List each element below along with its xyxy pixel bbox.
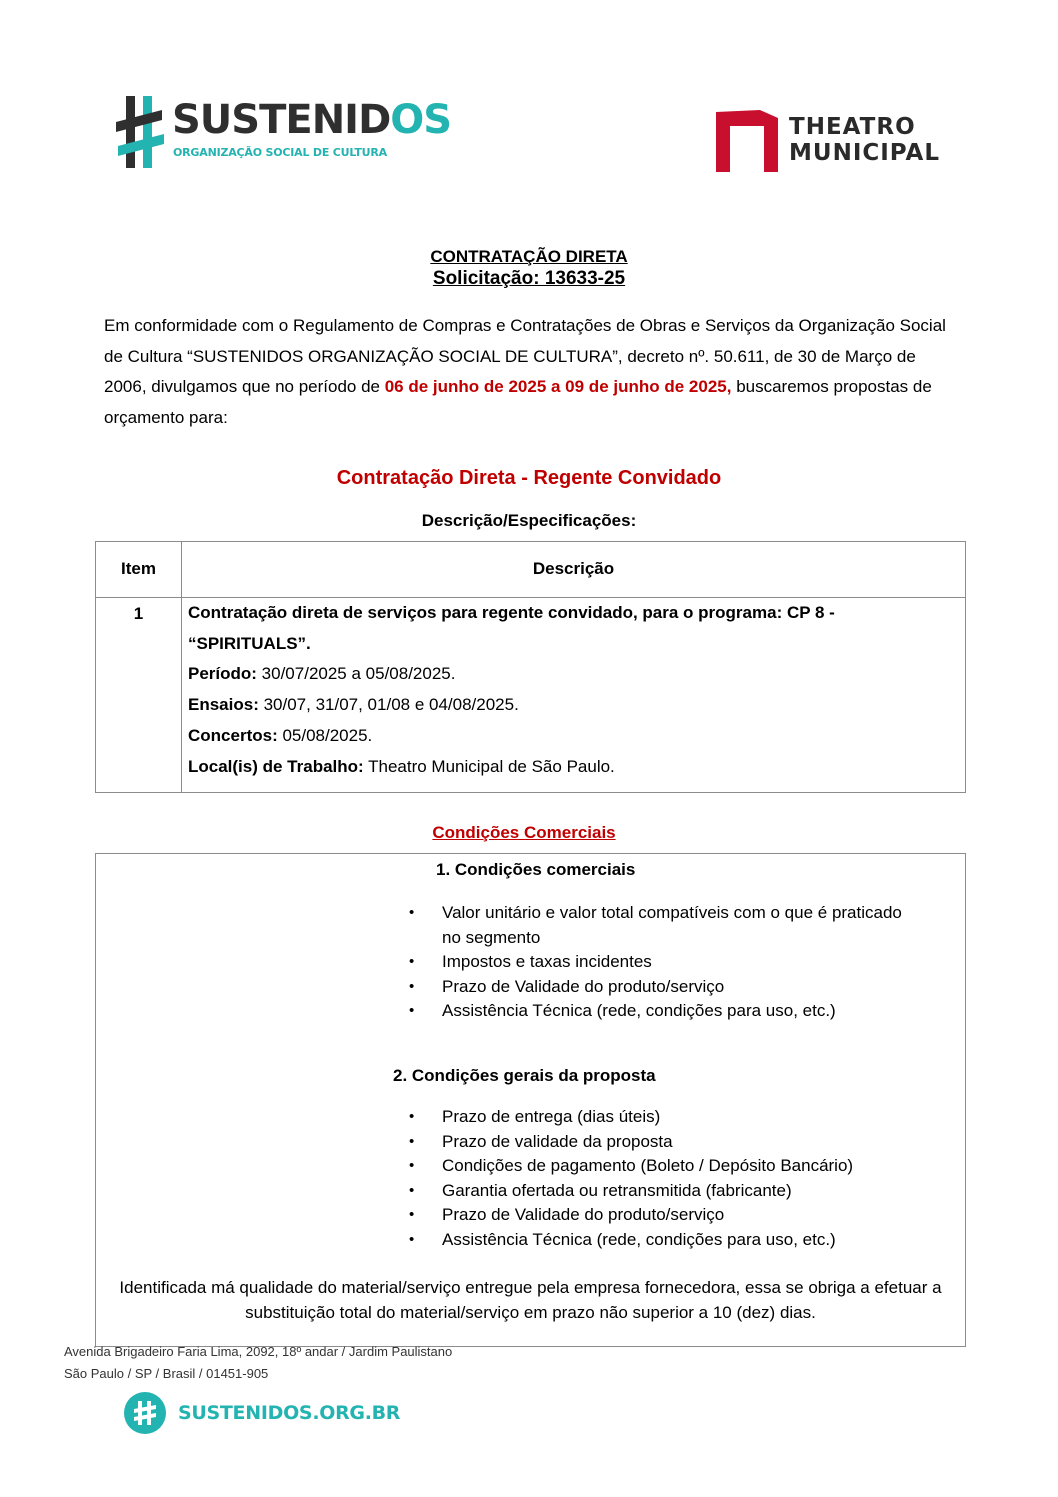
spec-table xyxy=(95,541,966,793)
footer-address-line2: São Paulo / SP / Brasil / 01451-905 xyxy=(64,1366,269,1381)
footer-address-line1: Avenida Brigadeiro Faria Lima, 2092, 18º andar / Jardim Paulistano xyxy=(64,1344,453,1359)
list-item: • Prazo de Validade do produto/serviço xyxy=(405,975,925,1000)
theatro-municipal-logo xyxy=(716,110,956,174)
intro-paragraph: Em conformidade com o Regulamento de Compras e Contratações de Obras e Serviços da Organização Social de Cultura “SUSTENIDOS ORGANIZAÇÃO SOCIAL DE CULTURA”, decreto nº. 50.611, de 30 de Março de 2006, divulgamos que no período de 06 de junho de 2025 a 09 de junho de 2025, buscaremos propostas de orçamento para: xyxy=(104,316,946,427)
hash-icon xyxy=(116,94,166,170)
conditions-sub1: 1. Condições comerciais xyxy=(436,860,636,879)
document-title: CONTRATAÇÃO DIRETA xyxy=(430,247,628,266)
conditions-list2 xyxy=(405,1105,925,1253)
theatro-logo-line2: MUNICIPAL xyxy=(789,140,941,166)
sustenidos-logo xyxy=(116,92,452,172)
solicitation-number: Solicitação: 13633-25 xyxy=(432,268,626,289)
list-item: • Prazo de Validade do produto/serviço xyxy=(405,1203,925,1228)
list-item: • Valor unitário e valor total compatíveis com o que é praticado no segmento xyxy=(405,901,925,950)
conditions-box xyxy=(95,853,966,1347)
list-item: • Prazo de entrega (dias úteis) xyxy=(405,1105,925,1130)
conditions-list1 xyxy=(405,901,925,1024)
hash-circle-icon xyxy=(124,1392,166,1434)
spec-title: Descrição/Especificações: xyxy=(421,511,637,530)
table-row-desc: Contratação direta de serviços para regente convidado, para o programa: CP 8 - “SPIRITUALS”. Período: 30/07/2025 a 05/08/2025. Ensaios: 30/07, 31/07, 01/08 e 04/08/2025. Concertos: 05/08/2025. Local(is) de Trabalho: Theatro Municipal de São Paulo. xyxy=(188,603,835,776)
list-item: • Assistência Técnica (rede, condições para uso, etc.) xyxy=(405,1228,925,1253)
conditions-title: Condições Comerciais xyxy=(432,823,616,842)
list-item: • Impostos e taxas incidentes xyxy=(405,950,925,975)
footer-url[interactable]: SUSTENIDOS.ORG.BR xyxy=(178,1402,401,1424)
list-item: • Garantia ofertada ou retransmitida (fabricante) xyxy=(405,1179,925,1204)
sustenidos-logo-subtitle: ORGANIZAÇÃO SOCIAL DE CULTURA xyxy=(173,146,387,159)
col-header-desc: Descrição xyxy=(532,559,615,578)
list-item: • Assistência Técnica (rede, condições para uso, etc.) xyxy=(405,999,925,1024)
intro-period: 06 de junho de 2025 a 09 de junho de 2025, xyxy=(384,377,732,396)
col-header-item: Item xyxy=(121,559,156,578)
quality-note: Identificada má qualidade do material/serviço entregue pela empresa fornecedora, essa se obriga a efetuar a substituição total do material/serviço em prazo não superior a 10 (dez) dias. xyxy=(119,1278,942,1322)
arch-icon xyxy=(716,110,780,172)
list-item: • Prazo de validade da proposta xyxy=(405,1130,925,1155)
footer-logo xyxy=(124,1392,401,1436)
table-row-item: 1 xyxy=(133,604,144,623)
sustenidos-logo-name: SUSTENIDOS xyxy=(172,97,452,143)
theatro-logo-line1: THEATRO xyxy=(789,114,916,140)
conditions-sub2: 2. Condições gerais da proposta xyxy=(393,1066,656,1085)
section-title: Contratação Direta - Regente Convidado xyxy=(336,467,722,489)
list-item: • Condições de pagamento (Boleto / Depósito Bancário) xyxy=(405,1154,925,1179)
